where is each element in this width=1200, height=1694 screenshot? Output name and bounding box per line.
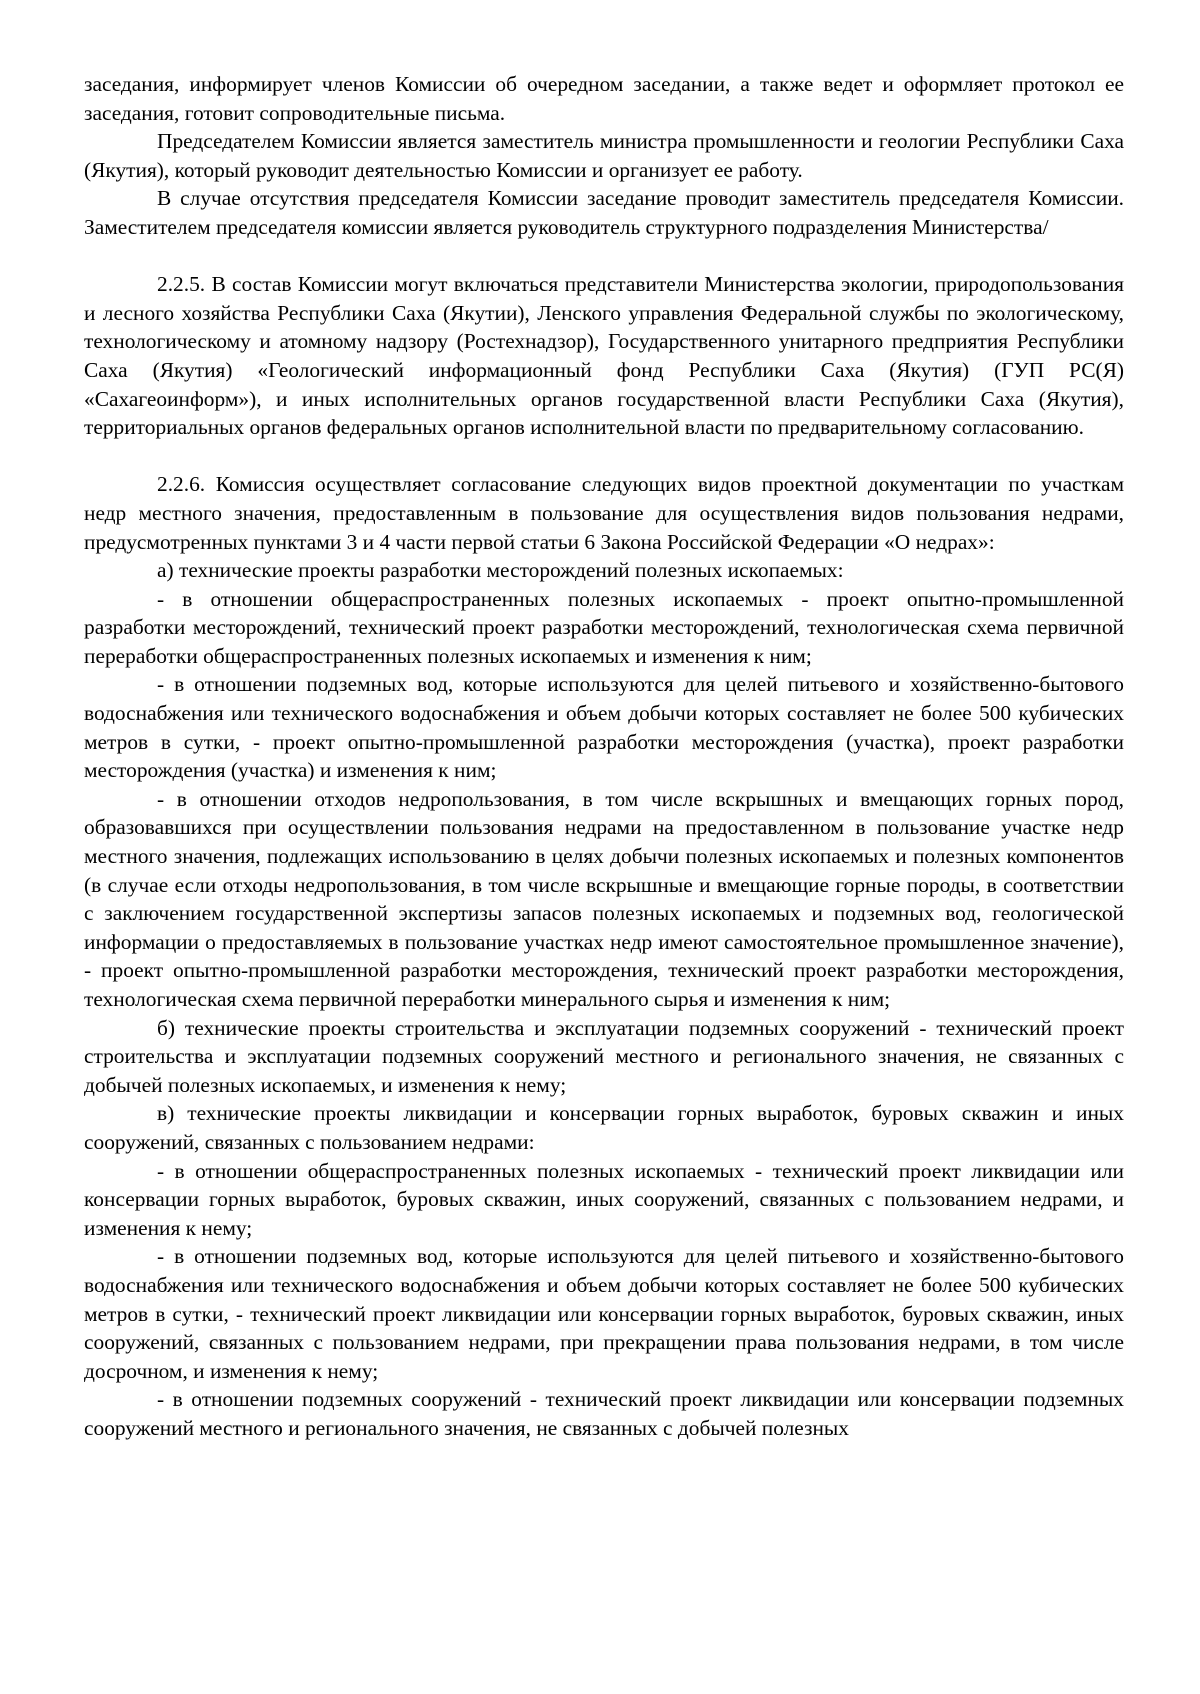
document-page: [84, 70, 1124, 1443]
paragraph-chairman: Председателем Комиссии является заместитель министра промышленности и геологии Республики Саха (Якутия), который руководит деятельностью Комиссии и организует ее работу.: [84, 129, 1124, 182]
list-item-v: в) технические проекты ликвидации и консервации горных выработок, буровых скважин и иных сооружений, связанных с пользованием недрами:: [84, 1101, 1124, 1154]
list-item-common-minerals: - в отношении общераспространенных полезных ископаемых - проект опытно-промышленной разработки месторождений, технический проект разработки месторождений, технологическая схема первичной переработки общераспространенных полезных ископаемых и изменения к ним;: [84, 586, 1124, 668]
list-item-a: а) технические проекты разработки месторождений полезных ископаемых:: [157, 558, 844, 583]
list-item-liquidation-common-minerals: - в отношении общераспространенных полезных ископаемых - технический проект ликвидации или консервации горных выработок, буровых скважин, иных сооружений, связанных с пользованием недрами, и изменения к нему;: [84, 1158, 1124, 1240]
list-item-liquidation-underground-structures: - в отношении подземных сооружений - технический проект ликвидации или консервации подземных сооружений местного и регионального значения, не связанных с добычей полезных: [84, 1387, 1124, 1440]
list-item-b: б) технические проекты строительства и эксплуатации подземных сооружений - технический проект строительства и эксплуатации подземных сооружений местного и регионального значения, не связанных с добычей полезных ископаемых, и изменения к нему;: [84, 1015, 1124, 1097]
paragraph-2-2-6: 2.2.6. Комиссия осуществляет согласование следующих видов проектной документации по участкам недр местного значения, предоставленным в пользование для осуществления видов пользования недрами, предусмотренных пунктами 3 и 4 части первой статьи 6 Закона Российской Федерации «О недрах»:: [84, 472, 1124, 554]
list-item-liquidation-groundwater: - в отношении подземных вод, которые используются для целей питьевого и хозяйственно-бытового водоснабжения или технического водоснабжения и объем добычи которых составляет не более 500 кубических метров в сутки, - технический проект ликвидации или консервации горных выработок, буровых скважин, иных сооружений, связанных с пользованием недрами, при прекращении права пользования недрами, в том числе досрочном, и изменения к нему;: [84, 1244, 1124, 1383]
paragraph-2-2-5: 2.2.5. В состав Комиссии могут включаться представители Министерства экологии, природопользования и лесного хозяйства Республики Саха (Якутии), Ленского управления Федеральной службы по экологическому, технологическому и атомному надзору (Ростехнадзор), Государственного унитарного предприятия Республики Саха (Якутия) «Геологический информационный фонд Республики Саха (Якутия) (ГУП РС(Я) «Сахагеоинформ»), и иных исполнительных органов государственной власти Республики Саха (Якутия), территориальных органов федеральных органов исполнительной власти по предварительному согласованию.: [84, 272, 1124, 440]
paragraph-meeting-duties: заседания, информирует членов Комиссии об очередном заседании, а также ведет и оформляет протокол ее заседания, готовит сопроводительные письма.: [84, 72, 1124, 125]
list-item-mining-waste: - в отношении отходов недропользования, в том числе вскрышных и вмещающих горных пород, образовавшихся при осуществлении пользования недрами на предоставленном в пользование участке недр местного значения, подлежащих использованию в целях добычи полезных ископаемых и полезных компонентов (в случае если отходы недропользования, в том числе вскрышные и вмещающие горные породы, в соответствии с заключением государственной экспертизы запасов полезных ископаемых и подземных вод, геологической информации о предоставляемых в пользование участках недр имеют самостоятельное промышленное значение), - проект опытно-промышленной разработки месторождения, технический проект разработки месторождения, технологическая схема первичной переработки минерального сырья и изменения к ним;: [84, 786, 1124, 1011]
list-item-groundwater: - в отношении подземных вод, которые используются для целей питьевого и хозяйственно-бытового водоснабжения или технического водоснабжения и объем добычи которых составляет не более 500 кубических метров в сутки, - проект опытно-промышленной разработки месторождения (участка), проект разработки месторождения (участка) и изменения к ним;: [84, 672, 1124, 783]
paragraph-deputy-chairman: В случае отсутствия председателя Комиссии заседание проводит заместитель председателя Комиссии. Заместителем председателя комиссии является руководитель структурного подразделения Министерства/: [84, 186, 1124, 239]
